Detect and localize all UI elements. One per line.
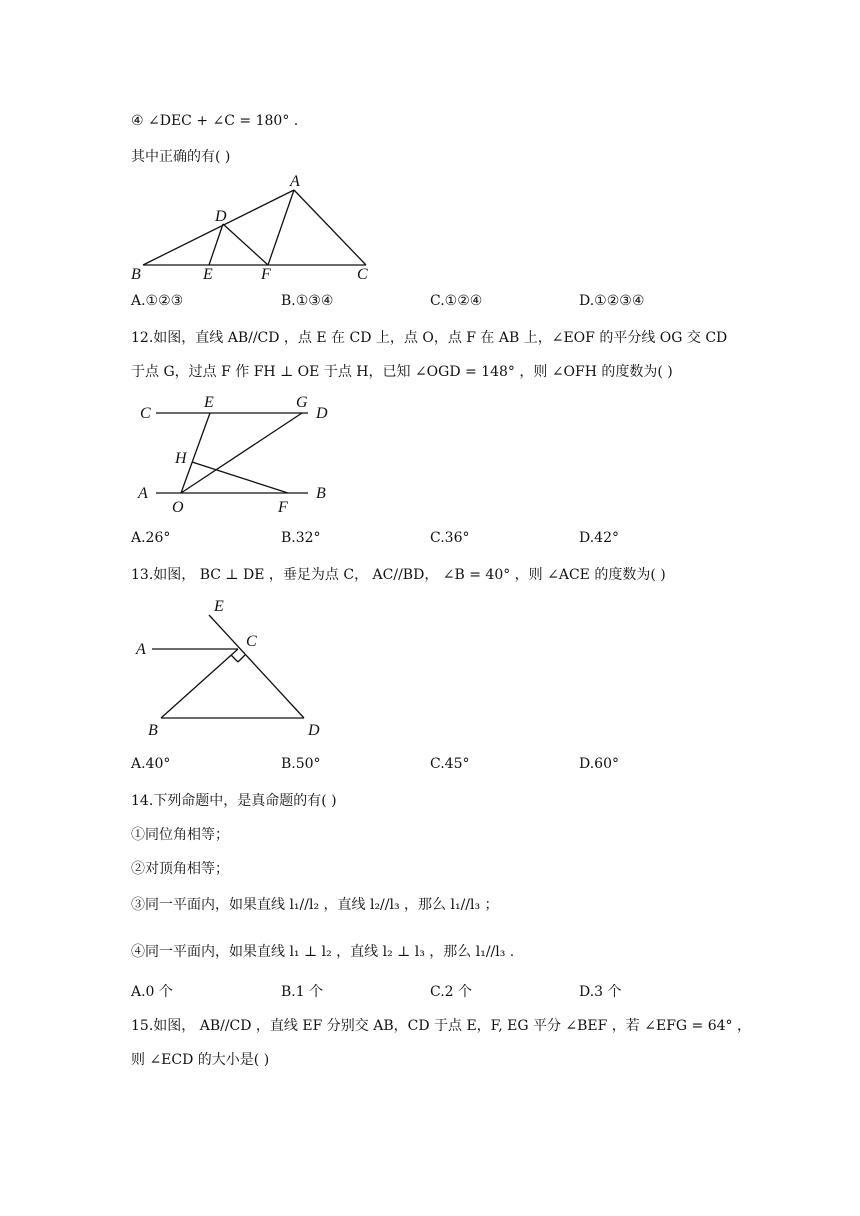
q14-option-c[interactable]: C.2 个 — [430, 984, 473, 1000]
label-F: F — [278, 499, 288, 516]
q11-option-b[interactable]: B.①③④ — [281, 293, 334, 309]
q14-text-line-1: 14.下列命题中，是真命题的有( ) — [131, 793, 337, 809]
q13-option-a[interactable]: A.40° — [131, 756, 171, 772]
q12-option-a[interactable]: A.26° — [131, 530, 171, 546]
q12-text-line-1: 12.如图，直线 AB//CD ，点 E 在 CD 上，点 O，点 F 在 AB 上，∠EOF 的平分线 OG 交 CD — [131, 330, 728, 346]
label-B: B — [316, 485, 326, 502]
q14-statement-4: ④同一平面内，如果直线 l₁ ⊥ l₂ ，直线 l₂ ⊥ l₃ ，那么 l₁//l₃ . — [131, 944, 515, 960]
q11-option-c[interactable]: C.①②④ — [430, 293, 483, 309]
q14-option-b[interactable]: B.1 个 — [281, 984, 324, 1000]
q14-option-d[interactable]: D.3 个 — [579, 984, 622, 1000]
q14-statement-2: ②对顶角相等； — [131, 861, 229, 877]
label-B: B — [148, 722, 158, 739]
q12-text-line-2: 于点 G，过点 F 作 FH ⊥ OE 于点 H，已知 ∠OGD = 148° ，则 ∠OFH 的度数为( ) — [131, 364, 673, 380]
q12-option-b[interactable]: B.32° — [281, 530, 321, 546]
label-O: O — [172, 499, 184, 516]
label-C: C — [246, 633, 257, 650]
label-C: C — [140, 405, 151, 422]
q12-option-d[interactable]: D.42° — [579, 530, 619, 546]
label-A: A — [136, 641, 146, 658]
q14-statement-1: ①同位角相等； — [131, 827, 229, 843]
q11-option-d[interactable]: D.①②③④ — [579, 293, 645, 309]
label-G: G — [296, 394, 308, 411]
label-D: D — [308, 722, 320, 739]
label-D: D — [215, 208, 227, 225]
label-E: E — [203, 266, 213, 283]
q14-option-a[interactable]: A.0 个 — [131, 984, 173, 1000]
q12-option-c[interactable]: C.36° — [430, 530, 470, 546]
label-H: H — [175, 450, 187, 467]
q13-option-c[interactable]: C.45° — [430, 756, 470, 772]
label-F: F — [261, 266, 271, 283]
q15-text-line-1: 15.如图， AB//CD ，直线 EF 分别交 AB，CD 于点 E，F, EG 平分 ∠BEF ，若 ∠EFG = 64° ， — [131, 1018, 752, 1034]
label-D: D — [316, 405, 328, 422]
label-B: B — [131, 266, 141, 283]
q13-option-b[interactable]: B.50° — [281, 756, 321, 772]
q11-question-prompt: 其中正确的有( ) — [131, 149, 231, 165]
label-E: E — [214, 598, 224, 615]
label-A: A — [138, 485, 148, 502]
q13-option-d[interactable]: D.60° — [579, 756, 619, 772]
label-E: E — [204, 394, 214, 411]
q14-options — [131, 981, 691, 1001]
q11-option-a[interactable]: A.①②③ — [131, 293, 184, 309]
q11-statement-4: ④ ∠DEC + ∠C = 180° . — [131, 113, 299, 129]
label-A: A — [290, 173, 300, 190]
q13-options — [131, 756, 691, 776]
q14-statement-3: ③同一平面内，如果直线 l₁//l₂ ，直线 l₂//l₃ ，那么 l₁//l₃ ； — [131, 897, 499, 913]
q13-text-line-1: 13.如图， BC ⊥ DE ，垂足为点 C， AC//BD， ∠B = 40° ，则 ∠ACE 的度数为( ) — [131, 567, 666, 583]
label-C: C — [357, 266, 368, 283]
q15-text-line-2: 则 ∠ECD 的大小是( ) — [131, 1052, 270, 1068]
